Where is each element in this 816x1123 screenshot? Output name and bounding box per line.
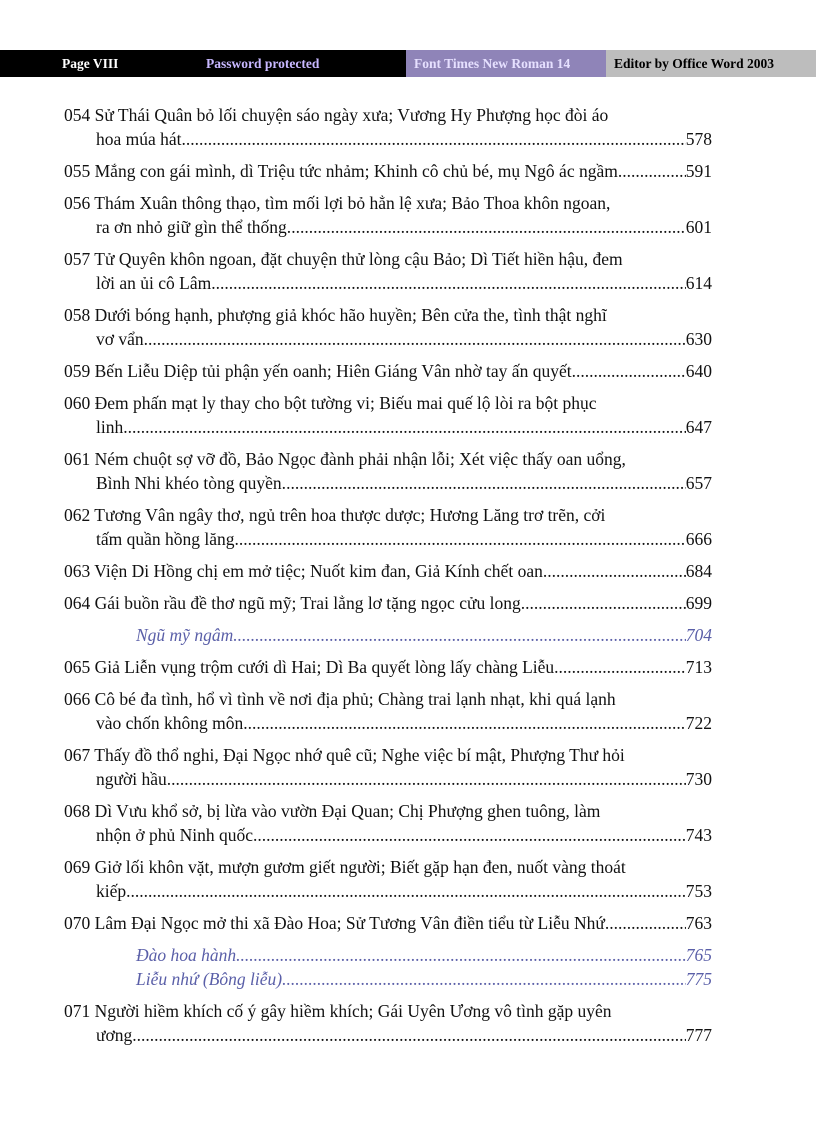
header-font-info: Font Times New Roman 14 (406, 50, 606, 77)
toc-entry[interactable] (64, 799, 712, 847)
toc-entry[interactable] (64, 687, 712, 735)
dot-leader (233, 623, 686, 647)
toc-entry-leader-line (64, 271, 712, 295)
dot-leader (576, 359, 686, 383)
dot-leader (216, 271, 686, 295)
toc-page-number: 730 (685, 769, 712, 789)
toc-entry-title: 055 Mắng con gái mình, dì Triệu tức nhảm; Khinh cô chủ bé, mụ Ngô ác ngầm. (64, 161, 623, 181)
toc-page-number: 713 (685, 657, 712, 677)
toc-page-number: 704 (685, 625, 712, 645)
toc-entry-title-line: 067 Thấy đồ thổ nghi, Đại Ngọc nhớ quê cũ; Nghe việc bí mật, Phượng Thư hỏi (64, 745, 625, 765)
toc-entry-title-line: 054 Sử Thái Quân bỏ lối chuyện sáo ngày xưa; Vương Hy Phượng học đòi áo (64, 105, 609, 125)
header-editor-info: Editor by Office Word 2003 (606, 50, 816, 77)
toc-entry-title: Bình Nhi khéo tòng quyền. (96, 473, 287, 493)
toc-entry-title-line: 069 Giở lối khôn vặt, mượn gươm giết người; Biết gặp hạn đen, nuốt vàng thoát (64, 857, 626, 877)
toc-subentry-title: Đào hoa hành (136, 945, 237, 965)
dot-leader (282, 967, 686, 991)
toc-entry[interactable] (64, 303, 712, 351)
toc-entry-title: 063 Viện Di Hồng chị em mở tiệc; Nuốt kim đan, Giả Kính chết oan. (64, 561, 548, 581)
toc-subentry[interactable] (64, 943, 712, 967)
header-page-number: Page VIII (0, 50, 198, 77)
dot-leader (131, 879, 686, 903)
toc-subentry-leader-line (136, 943, 712, 967)
toc-entry[interactable] (64, 359, 712, 383)
toc-entry[interactable] (64, 655, 712, 679)
dot-leader (148, 327, 686, 351)
toc-entry[interactable] (64, 503, 712, 551)
toc-entry-leader-line (64, 559, 712, 583)
toc-entry-title: hoa múa hát. (96, 129, 186, 149)
toc-entry[interactable] (64, 911, 712, 935)
toc-entry-title: ra ơn nhỏ giữ gìn thể thống. (96, 217, 292, 237)
toc-subentry-group (64, 943, 712, 991)
dot-leader (186, 127, 686, 151)
toc-page-number: 614 (685, 273, 712, 293)
toc-entry-title-line: 057 Tử Quyên khôn ngoan, đặt chuyện thử lòng cậu Bảo; Dì Tiết hiền hậu, đem (64, 249, 623, 269)
dot-leader (525, 591, 686, 615)
dot-leader (609, 911, 686, 935)
toc-entry[interactable] (64, 159, 712, 183)
toc-entry[interactable] (64, 447, 712, 495)
toc-entry-title: vào chốn không môn. (96, 713, 248, 733)
dot-leader (286, 471, 686, 495)
dot-leader (291, 215, 686, 239)
toc-page-number: 699 (685, 593, 712, 613)
toc-entry[interactable] (64, 999, 712, 1047)
toc-entry-leader-line (64, 471, 712, 495)
toc-subentry-title: Liễu nhứ (Bông liễu) (136, 969, 283, 989)
toc-entry-title: nhộn ở phủ Ninh quốc. (96, 825, 258, 845)
toc-subentry-group (64, 623, 712, 647)
dot-leader (128, 415, 686, 439)
toc-entry-leader-line (64, 159, 712, 183)
toc-entry-leader-line (64, 327, 712, 351)
dot-leader (257, 823, 685, 847)
toc-entry-title-line: 062 Tương Vân ngây thơ, ngủ trên hoa thược dược; Hương Lăng trơ trẽn, cởi (64, 505, 606, 525)
table-of-contents (64, 103, 712, 1055)
toc-subentry[interactable] (64, 967, 712, 991)
toc-subentry-title: Ngũ mỹ ngâm (136, 625, 234, 645)
page-header (0, 50, 816, 77)
toc-entry-title-line: 071 Người hiềm khích cố ý gây hiềm khích; Gái Uyên Ương vô tình gặp uyên (64, 1001, 612, 1021)
toc-page-number: 647 (685, 417, 712, 437)
toc-entry-title-line: 068 Dì Vưu khổ sở, bị lừa vào vườn Đại Quan; Chị Phượng ghen tuông, làm (64, 801, 601, 821)
toc-entry-title-line: 056 Thám Xuân thông thạo, tìm mối lợi bỏ hẳn lệ xưa; Bảo Thoa khôn ngoan, (64, 193, 611, 213)
toc-page-number: 640 (685, 361, 712, 381)
toc-page-number: 601 (685, 217, 712, 237)
dot-leader (547, 559, 686, 583)
toc-entry-leader-line (64, 215, 712, 239)
toc-entry[interactable] (64, 559, 712, 583)
toc-entry-leader-line (64, 655, 712, 679)
dot-leader (239, 527, 686, 551)
toc-entry-title: 064 Gái buồn rầu đề thơ ngũ mỹ; Trai lẳng lơ tặng ngọc cửu long. (64, 593, 526, 613)
toc-entry[interactable] (64, 855, 712, 903)
toc-entry[interactable] (64, 103, 712, 151)
toc-entry-title: kiếp. (96, 881, 131, 901)
toc-entry-title-line: 066 Cô bé đa tình, hổ vì tình về nơi địa phủ; Chàng trai lạnh nhạt, khi quá lạnh (64, 689, 616, 709)
toc-entry-title: người hầu. (96, 769, 172, 789)
toc-page-number: 630 (685, 329, 712, 349)
toc-entry-title: linh. (96, 417, 128, 437)
dot-leader (236, 943, 686, 967)
toc-page-number: 666 (685, 529, 712, 549)
toc-page-number: 722 (685, 713, 712, 733)
toc-page-number: 753 (685, 881, 712, 901)
header-password-status: Password protected (198, 50, 406, 77)
dot-leader (248, 711, 686, 735)
toc-page-number: 775 (685, 969, 712, 989)
toc-entry-leader-line (64, 879, 712, 903)
toc-entry[interactable] (64, 191, 712, 239)
toc-entry[interactable] (64, 247, 712, 295)
dot-leader (559, 655, 686, 679)
toc-entry-leader-line (64, 823, 712, 847)
toc-entry[interactable] (64, 391, 712, 439)
toc-entry-leader-line (64, 527, 712, 551)
toc-entry-title-line: 061 Ném chuột sợ vỡ đồ, Bảo Ngọc đành phải nhận lỗi; Xét việc thấy oan uổng, (64, 449, 626, 469)
toc-entry[interactable] (64, 743, 712, 791)
toc-entry-leader-line (64, 911, 712, 935)
toc-page-number: 777 (685, 1025, 712, 1045)
toc-page-number: 763 (685, 913, 712, 933)
toc-entry-title-line: 060 Đem phấn mạt ly thay cho bột tường vi; Biếu mai quế lộ lòi ra bột phục (64, 393, 597, 413)
toc-entry-title: lời an ủi cô Lâm. (96, 273, 216, 293)
dot-leader (171, 767, 686, 791)
toc-page-number: 578 (685, 129, 712, 149)
toc-entry-leader-line (64, 711, 712, 735)
toc-entry-leader-line (64, 1023, 712, 1047)
toc-entry-leader-line (64, 591, 712, 615)
toc-page-number: 657 (685, 473, 712, 493)
toc-entry-title: 070 Lâm Đại Ngọc mở thi xã Đào Hoa; Sử Tương Vân điền tiểu từ Liễu Nhứ. (64, 913, 610, 933)
dot-leader (137, 1023, 686, 1047)
toc-subentry-leader-line (136, 623, 712, 647)
toc-subentry-leader-line (136, 967, 712, 991)
toc-entry-title: 065 Giả Liễn vụng trộm cưới dì Hai; Dì Ba quyết lòng lấy chàng Liễu. (64, 657, 559, 677)
toc-page-number: 743 (685, 825, 712, 845)
toc-entry-leader-line (64, 415, 712, 439)
toc-entry[interactable] (64, 591, 712, 615)
toc-page-number: 765 (685, 945, 712, 965)
toc-entry-leader-line (64, 767, 712, 791)
toc-entry-title-line: 058 Dưới bóng hạnh, phượng giả khóc hão huyền; Bên cửa the, tình thật nghĩ (64, 305, 607, 325)
toc-entry-leader-line (64, 359, 712, 383)
toc-entry-leader-line (64, 127, 712, 151)
toc-page-number: 684 (685, 561, 712, 581)
toc-entry-title: 059 Bến Liễu Diệp tủi phận yến oanh; Hiên Giáng Vân nhờ tay ấn quyết. (64, 361, 576, 381)
toc-page-number: 591 (685, 161, 712, 181)
toc-entry-title: ương. (96, 1025, 137, 1045)
dot-leader (622, 159, 686, 183)
toc-subentry[interactable] (64, 623, 712, 647)
toc-entry-title: vơ vẩn. (96, 329, 149, 349)
toc-entry-title: tấm quần hồng lăng. (96, 529, 239, 549)
